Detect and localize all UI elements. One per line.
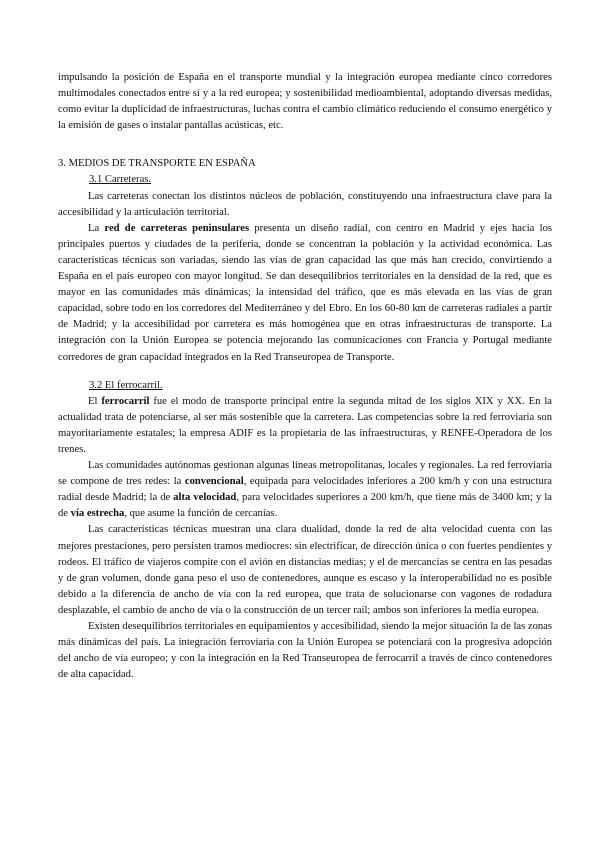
ferrocarril-paragraph-1: El ferrocarril fue el modo de transporte principal entre la segunda mitad de los siglos XIX y XX. En la actualidad trata de potenciarse, al ser más sostenible que la carretera. Las competencias sobre la red ferroviaria son mayoritariamente estatales; la empresa ADIF es la propietaria de las infraestructuras, y RENFE-Operadora de los trenes. [58,395,552,455]
section-heading: 3. MEDIOS DE TRANSPORTE EN ESPAÑA [58,158,256,170]
bold-term: ferrocarril [101,395,150,407]
document-page [58,70,552,683]
ferrocarril-paragraph-2: Las comunidades autónomas gestionan algunas líneas metropolitanas, locales y regionales. La red ferroviaria se compone de tres redes: la convencional, equipada para velocidades inferiores a 200 km/h y con una estructura radial desde Madrid; la de alta velocidad, para velocidades superiores a 200 km/h, que tiene más de 3400 km; y la de vía estrecha, que asume la función de cercanías. [58,460,552,520]
carreteras-paragraph-1: Las carreteras conectan los distintos núcleos de población, constituyendo una infraestructura clave para la accesibilidad y la articulación territorial. [58,190,552,218]
bold-term: vía estrecha [70,508,125,520]
carreteras-paragraph-2: La red de carreteras peninsulares presenta un diseño radial, con centro en Madrid y ejes hacia los principales puertos y ciudades de la periferia, donde se concentran la población y la actividad económica. Las características técnicas son variadas, siendo las vías de gran capacidad las que más han crecido, convirtiendo a España en el país europeo con mayor longitud. Se dan desequilibrios territoriales en la densidad de la red, que es mayor en las comunidades más dinámicas; la intensidad del tráfico, que es más elevada en las vías de gran capacidad, sobre todo en los corredores del Mediterráneo y del Ebro. En los 60-80 km de carreteras radiales a partir de Madrid; y la accesibilidad por carretera es más homogénea que en otras infraestructuras de transporte. La integración con la Unión Europea se potencia mejorando las comunicaciones con Francia y Portugal mediante corredores de gran capacidad integrados en la Red Transeuropea de Transporte. [58,222,552,363]
bold-term: red de carreteras peninsulares [104,222,250,234]
subsection-title-carreteras: 3.1 Carreteras. [89,174,152,186]
ferrocarril-paragraph-4: Existen desequilibrios territoriales en equipamientos y accesibilidad, siendo la mejor situación la de las zonas más dinámicas del país. La integración ferroviaria con la Unión Europea se potenciará con la progresiva adopción del ancho de vía europeo; y con la integración en la Red Transeuropea de ferrocarril a través de cinco contenedores de alta capacidad. [58,621,552,681]
bold-term: convencional [184,476,244,488]
bold-term: alta velocidad [173,492,237,504]
intro-paragraph: impulsando la posición de España en el transporte mundial y la integración europea mediante cinco corredores multimodales conectados entre sí y a la red europea; y sostenibilidad medioambiental, adoptando diversas medidas, como evitar la duplicidad de infraestructuras, luchas contra el cambio climático reduciendo el consumo energético y la emisión de gases o instalar pantallas acústicas, etc. [58,72,552,132]
subsection-title-ferrocarril: 3.2 El ferrocarril. [89,379,163,391]
ferrocarril-paragraph-3: Las características técnicas muestran una clara dualidad, donde la red de alta velocidad cuenta con las mejores prestaciones, pero persisten tramos mediocres: sin electrificar, de dirección única o con fuertes pendientes y rodeos. El tráfico de viajeros compite con el avión en distancias medias; y el de mercancías se centra en las pesadas y de gran volumen, donde gana peso el uso de contenedores, aunque es escaso y la interoperabilidad no es posible debido a la diferencia de ancho de vía con la red europea, que trata de solucionarse con vagones de rodadura desplazable, el cambio de ancho de vía o la construcción de un tercer rail; ambos son inferiores la media europea. [58,524,552,616]
